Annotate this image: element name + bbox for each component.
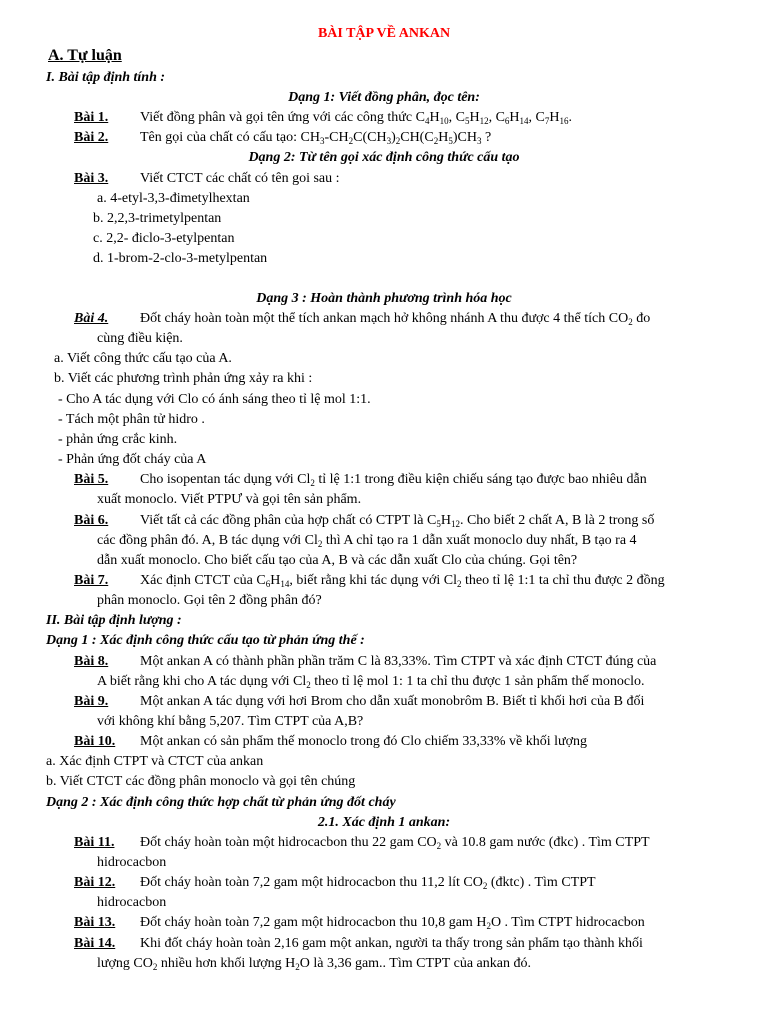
- exercise-6-line-3: dẫn xuất monoclo. Cho biết cấu tạo của A, B và các dẫn xuất Clo của chúng. Gọi tên?: [97, 553, 578, 568]
- exercise-9-label: Bài 9.: [74, 694, 109, 709]
- exercise-12-line-2: hidrocacbon: [97, 895, 167, 910]
- exercise-11: Bài 11. Đốt cháy hoàn toàn một hidrocacbon thu 22 gam $CO_2$ và 10.8 gam nước (đkc) . Tìm CTPT: [74, 835, 650, 851]
- exercise-12: Bài 12. Đốt cháy hoàn toàn 7,2 gam một hidrocacbon thu 11,2 lít $CO_2$ (đktc) . Tìm CTPT: [74, 875, 596, 891]
- exercise-3-item: a. 4-etyl-3,3-đimetylhextan: [97, 191, 250, 206]
- dang-1-heading: Dạng 1: Viết đồng phân, đọc tên:: [288, 90, 480, 105]
- exercise-5-line-2: xuất monoclo. Viết PTPƯ và gọi tên sản phẩm.: [97, 492, 362, 507]
- dang-q1-heading: Dạng 1 : Xác định công thức cấu tạo từ phản ứng thế :: [46, 633, 365, 648]
- dang-3-heading: Dạng 3 : Hoàn thành phương trình hóa học: [256, 291, 512, 306]
- part-1-heading: I. Bài tập định tính :: [46, 70, 166, 85]
- exercise-5-label: Bài 5.: [74, 472, 109, 487]
- exercise-7: Bài 7. Xác định CTCT của $C_6H_{14}$, biết rằng khi tác dụng với $Cl_2$ theo tỉ lệ 1:1 ta chỉ thu được 2 đồng: [74, 573, 665, 589]
- part-2-heading: II. Bài tập định lượng :: [46, 613, 182, 628]
- exercise-7-label: Bài 7.: [74, 573, 109, 588]
- exercise-3-item: d. 1-brom-2-clo-3-metylpentan: [93, 251, 268, 266]
- exercise-6: Bài 6. Viết tất cả các đồng phân của hợp chất có CTPT là $C_5H_{12}$. Cho biết 2 chất A, B là 2 trong số: [74, 513, 655, 529]
- exercise-4-label: Bài 4.: [74, 311, 109, 326]
- section-a-heading: A. Tự luận: [48, 47, 122, 64]
- exercise-3-label: Bài 3.: [74, 171, 109, 186]
- exercise-4: Bài 4. Đốt cháy hoàn toàn một thể tích ankan mạch hở không nhánh A thu được 4 thể tích $CO_2$ đo: [74, 311, 651, 327]
- exercise-14: Bài 14. Khi đốt cháy hoàn toàn 2,16 gam một ankan, người ta thấy trong sản phẩm tạo thành khối: [74, 934, 643, 954]
- exercise-14-line-2: lượng $CO_2$ nhiều hơn khối lượng $H_2O$ là 3,36 gam.. Tìm CTPT của ankan đó.: [97, 956, 531, 972]
- exercise-4-item: - Tách một phân tử hidro .: [58, 412, 205, 427]
- exercise-1: Bài 1. Viết đồng phân và gọi tên ứng với các công thức $C_4H_{10}$, $C_5H_{12}$, $C_6H_{14}$, $C_7H_{16}$.: [74, 110, 572, 126]
- exercise-4-item: - Cho A tác dụng với Clo có ánh sáng theo tỉ lệ mol 1:1.: [58, 392, 371, 407]
- exercise-9: Bài 9. Một ankan A tác dụng với hơi Brom cho dẫn xuất monobrôm B. Biết tỉ khối hơi của B đối: [74, 692, 644, 712]
- exercise-10-part-b: b. Viết CTCT các đồng phân monoclo và gọi tên chúng: [46, 774, 356, 789]
- exercise-13: Bài 13. Đốt cháy hoàn toàn 7,2 gam một hidrocacbon thu 10,8 gam $H_2O$ . Tìm CTPT hidrocacbon: [74, 915, 645, 931]
- exercise-6-line-2: các đồng phân đó. A, B tác dụng với $Cl_2$ thì A chỉ tạo ra 1 dẫn xuất monoclo duy nhất, B tạo ra 4: [97, 533, 637, 549]
- exercise-8: Bài 8. Một ankan A có thành phần phần trăm C là 83,33%. Tìm CTPT và xác định CTCT đúng của: [74, 652, 656, 672]
- exercise-6-label: Bài 6.: [74, 513, 109, 528]
- exercise-2: Bài 2. Tên gọi của chất có cấu tạo: $CH_3-CH_2C(CH_3)_2CH(C_2H_5)CH_3$ ?: [74, 130, 492, 146]
- exercise-4-part-b: b. Viết các phương trình phản ứng xảy ra khi :: [54, 371, 313, 386]
- exercise-1-label: Bài 1.: [74, 110, 109, 125]
- exercise-10: Bài 10. Một ankan có sản phẩm thế monoclo trong đó Clo chiếm 33,33% về khối lượng: [74, 732, 587, 752]
- exercise-4-part-a: a. Viết công thức cấu tạo của A.: [54, 351, 232, 366]
- dang-2-heading: Dạng 2: Từ tên gọi xác định công thức cấu tạo: [248, 150, 520, 165]
- exercise-10-part-a: a. Xác định CTPT và CTCT của ankan: [46, 754, 264, 769]
- exercise-2-label: Bài 2.: [74, 130, 109, 145]
- exercise-8-line-2: A biết rằng khi cho A tác dụng với $Cl_2$ theo tỉ lệ mol 1: 1 ta chỉ thu được 1 sản phẩm thế monoclo.: [97, 674, 645, 690]
- exercise-3: Bài 3. Viết CTCT các chất có tên goi sau :: [74, 169, 340, 189]
- exercise-4-item: - phản ứng crắc kinh.: [58, 432, 178, 447]
- exercise-8-label: Bài 8.: [74, 654, 109, 669]
- exercise-11-line-2: hidrocacbon: [97, 855, 167, 870]
- exercise-5: Bài 5. Cho isopentan tác dụng với $Cl_2$ tỉ lệ 1:1 trong điều kiện chiếu sáng tạo được bao nhiêu dẫn: [74, 472, 647, 488]
- exercise-9-line-2: với không khí bằng 5,207. Tìm CTPT của A,B?: [97, 714, 364, 729]
- exercise-10-label: Bài 10.: [74, 734, 116, 749]
- exercise-3-item: b. 2,2,3-trimetylpentan: [93, 211, 222, 226]
- exercise-3-item: c. 2,2- điclo-3-etylpentan: [93, 231, 235, 246]
- exercise-11-label: Bài 11.: [74, 835, 115, 850]
- exercise-4-item: - Phản ứng đốt cháy của A: [58, 452, 207, 467]
- exercise-4-line-2: cùng điều kiện.: [97, 331, 183, 346]
- exercise-12-label: Bài 12.: [74, 875, 116, 890]
- sub-2-1-heading: 2.1. Xác định 1 ankan:: [317, 815, 451, 830]
- document-title: BÀI TẬP VỀ ANKAN: [317, 26, 451, 41]
- dang-q2-heading: Dạng 2 : Xác định công thức hợp chất từ phản ứng đốt cháy: [46, 795, 396, 810]
- exercise-7-line-2: phân monoclo. Gọi tên 2 đồng phân đó?: [97, 593, 322, 608]
- exercise-13-label: Bài 13.: [74, 915, 116, 930]
- exercise-14-label: Bài 14.: [74, 936, 116, 951]
